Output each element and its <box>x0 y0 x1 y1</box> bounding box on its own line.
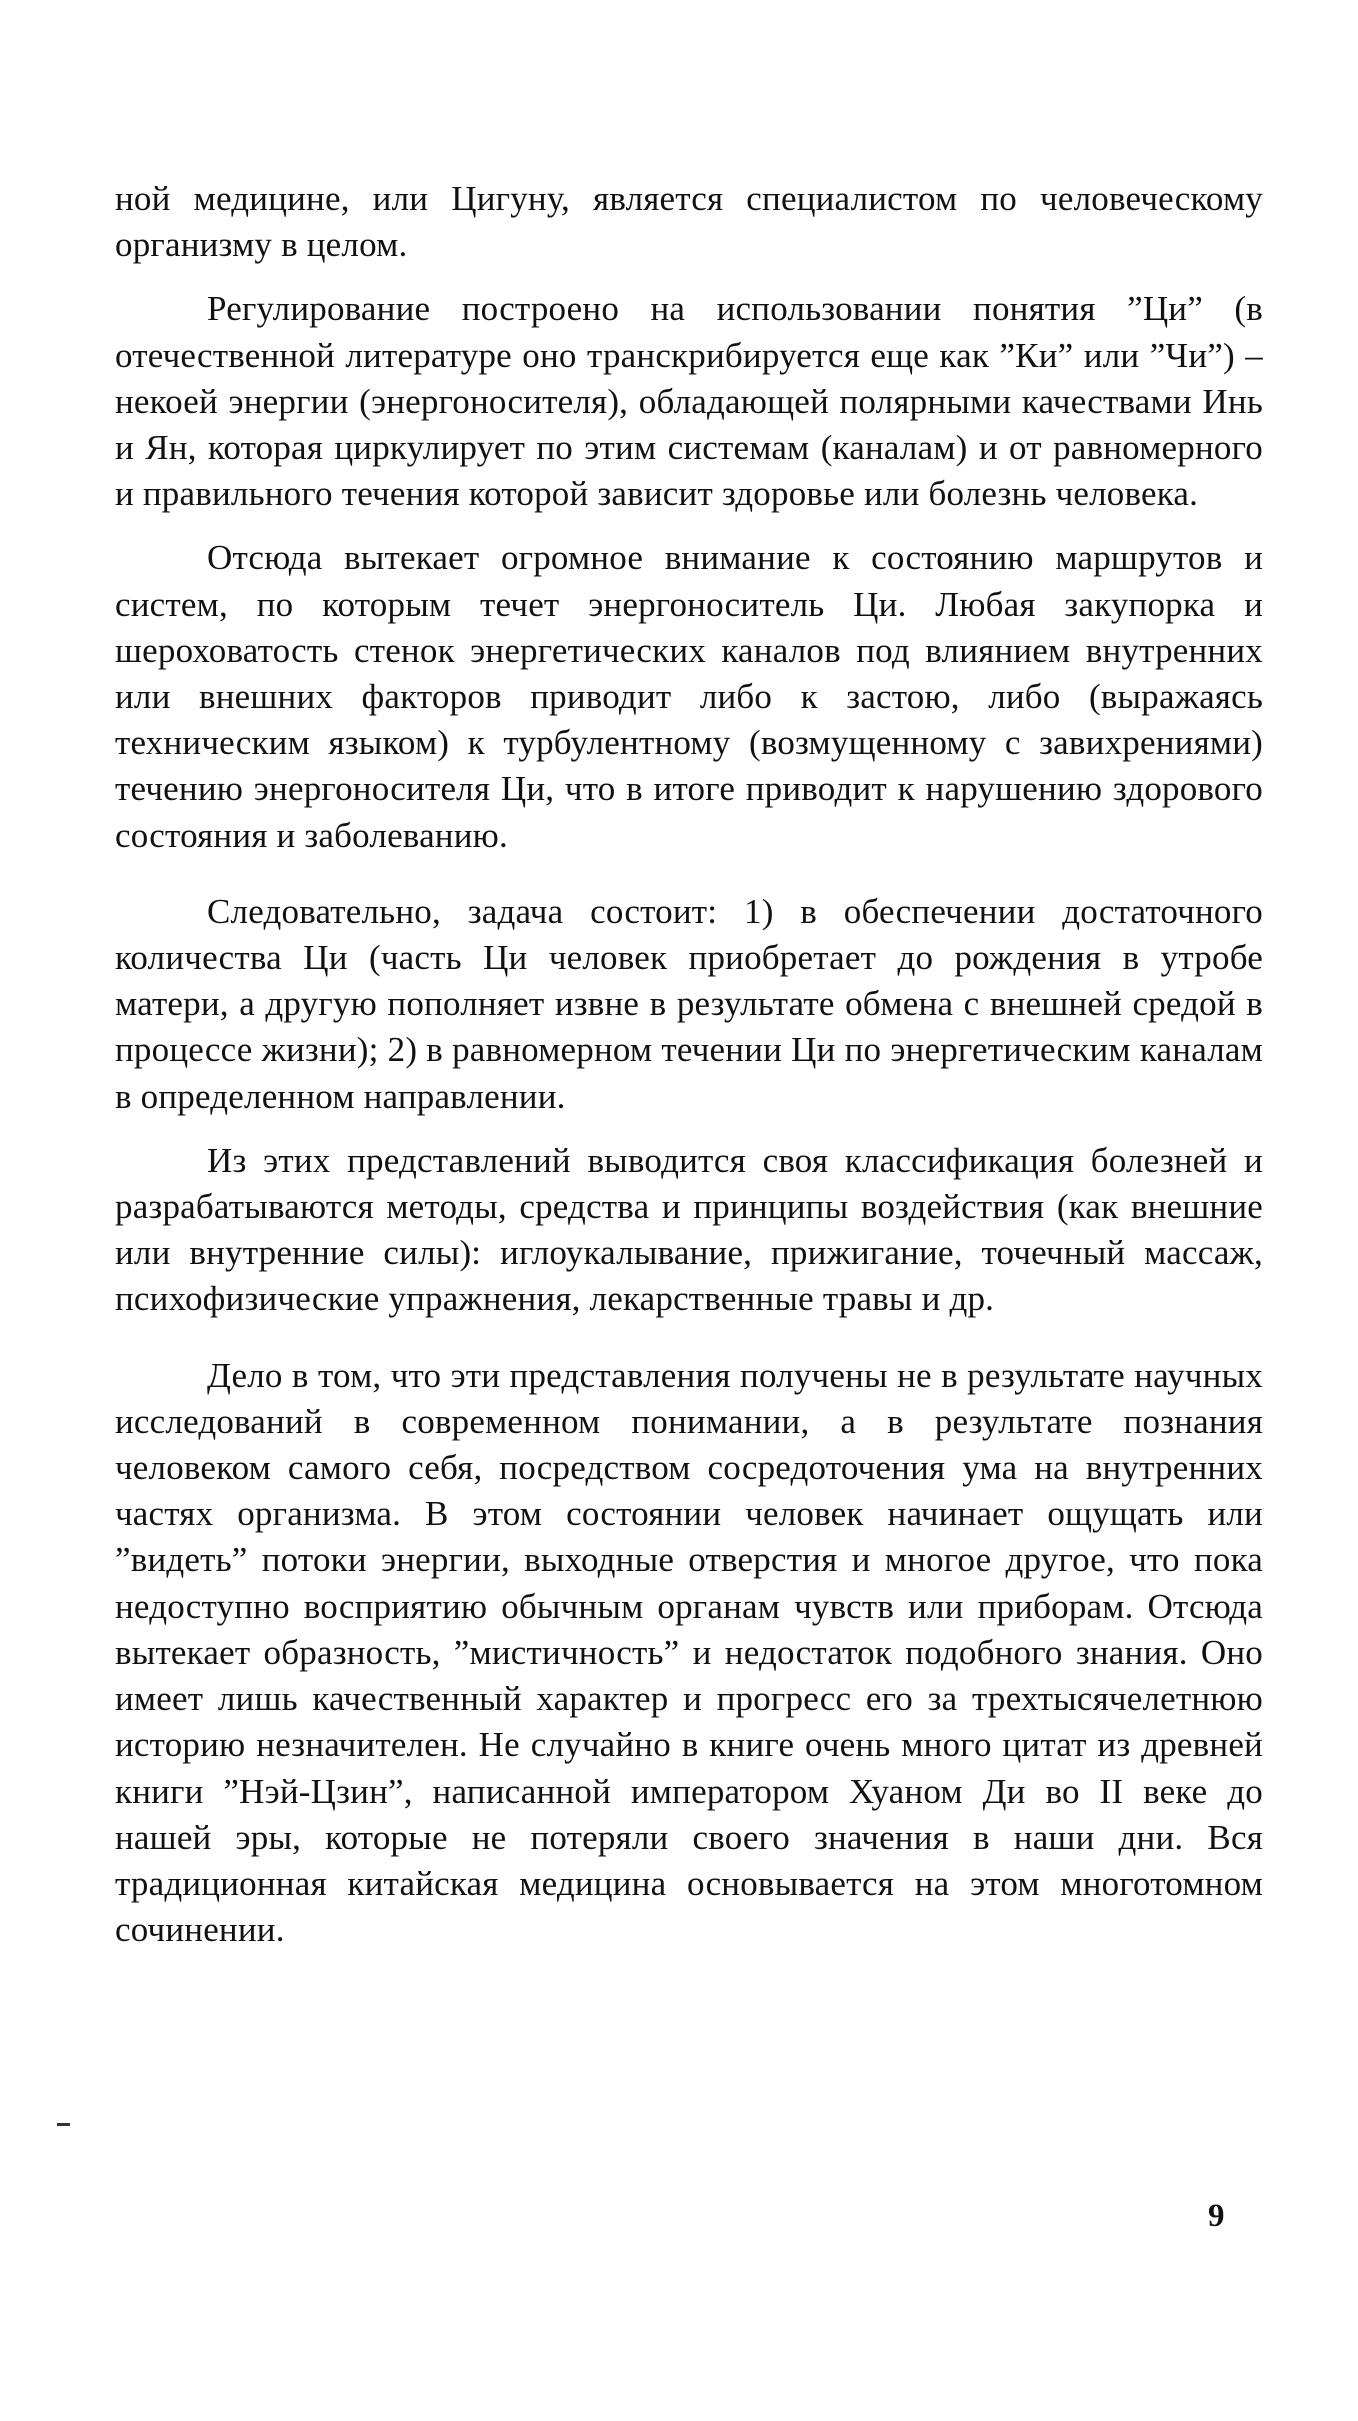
margin-dash-mark <box>57 2123 70 2126</box>
paragraph-qi-regulation: Регулирование построено на использовании понятия ”Ци” (в отечественной литературе оно транскрибируется еще как ”Ки” или ”Чи”) – некоей энергии (энергоносителя), обладающей полярными качествами Инь и Ян, которая циркулирует по этим системам (каналам) и от равномерного и правильного течения которой зависит здоровье или болезнь человека. <box>115 289 1263 514</box>
paragraph-channels: Отсюда вытекает огромное внимание к состоянию маршрутов и систем, по которым течет энергоноситель Ци. Любая закупорка и шероховатость стенок энергетических каналов под влиянием внутренних или внешних факторов приводит либо к застою, либо (выражаясь техническим языком) к турбулентному (возмущенному с завихрениями) течению энергоносителя Ци, что в итоге приводит к нарушению здорового состояния и заболеванию. <box>115 538 1263 855</box>
paragraph-knowledge: Дело в том, что эти представления получены не в результате научных исследований в современном понимании, а в результате познания человеком самого себя, посредством сосредоточения ума на внутренних частях организма. В этом состоянии человек начинает ощущать или ”видеть” потоки энергии, выходные отверстия и многое другое, что пока недоступно восприятию обычным органам чувств или приборам. Отсюда вытекает образность, ”мистичность” и недостаток подобного знания. Оно имеет лишь качественный характер и прогресс его за трехтысячелетнюю историю незначителен. Не случайно в книге очень много цитат из древней книги ”Нэй-Цзин”, написанной императором Хуаном Ди во II веке до нашей эры, которые не потеряли своего значения в наши дни. Вся традиционная китайская медицина основывается на этом многотомном сочинении. <box>115 1355 1263 1950</box>
paragraph-continuation: ной медицине, или Цигуну, является специалистом по человеческому организму в целом. <box>115 179 1263 265</box>
body-text <box>115 176 1263 1953</box>
page-number: 9 <box>1208 2198 1225 2234</box>
paragraph-task: Следовательно, задача состоит: 1) в обеспечении достаточного количества Ци (часть Ци человек приобретает до рождения в утробе матери, а другую пополняет извне в результате обмена с внешней средой в процессе жизни); 2) в равномерном течении Ци по энергетическим каналам в определенном направлении. <box>115 891 1263 1116</box>
paragraph-classification: Из этих представлений выводится своя классификация болезней и разрабатываются методы, средства и принципы воздействия (как внешние или внутренние силы): иглоукалывание, прижигание, точечный массаж, психофизические упражнения, лекарственные травы и др. <box>115 1140 1263 1319</box>
